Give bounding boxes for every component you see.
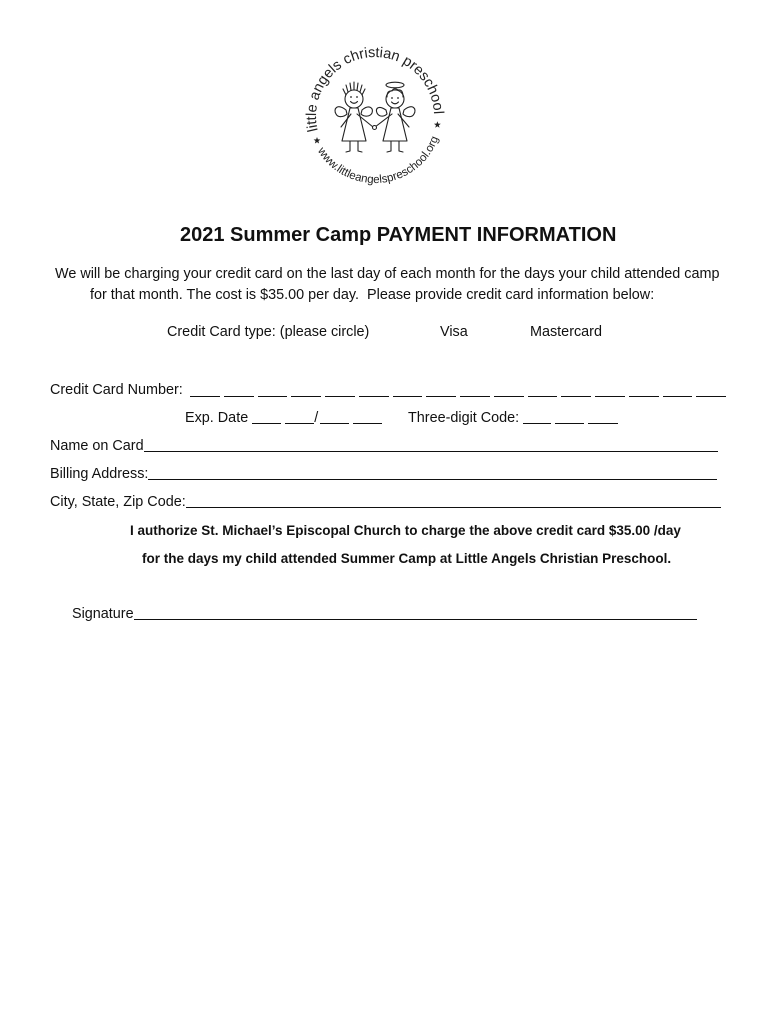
security-code-digit-field[interactable] [588,423,618,424]
star-icon [434,121,441,128]
authorization-line-1: I authorize St. Michael’s Episcopal Church to charge the above credit card $35.00 /day [130,523,681,538]
card-number-digit-field[interactable] [696,396,726,397]
card-number-digit-field[interactable] [528,396,558,397]
security-code-row [408,408,618,428]
card-number-digit-field[interactable] [460,396,490,397]
card-number-digit-field[interactable] [190,396,220,397]
name-on-card-row [50,436,718,456]
card-number-digit-field[interactable] [325,396,355,397]
exp-date-label: Exp. Date [185,410,249,426]
authorization-line-2: for the days my child attended Summer Camp at Little Angels Christian Preschool. [142,551,672,566]
billing-address-field[interactable] [148,479,717,480]
visa-option[interactable]: Visa [440,324,468,340]
card-number-digit-field[interactable] [494,396,524,397]
intro-line-1: We will be charging your credit card on the last day of each month for the days your child attended camp [55,266,720,282]
security-code-digit-field[interactable] [523,423,551,424]
logo-top-text-path: little angels christian preschool [303,44,446,134]
signature-field[interactable] [134,619,697,620]
exp-year-digit-field[interactable] [353,423,382,424]
city-state-zip-field[interactable] [186,507,721,508]
card-number-digit-field[interactable] [629,396,659,397]
star-icon [314,137,321,144]
billing-address-label: Billing Address: [50,466,149,482]
exp-date-row [185,408,382,428]
card-number-digit-field[interactable] [595,396,625,397]
exp-year-digit-field[interactable] [320,423,349,424]
exp-date-separator: / [314,410,319,426]
card-number-fields [190,396,726,397]
signature-row [72,604,697,624]
card-number-digit-field[interactable] [663,396,693,397]
card-number-digit-field[interactable] [258,396,288,397]
logo-top-text [304,45,446,133]
card-number-digit-field[interactable] [291,396,321,397]
card-number-digit-field[interactable] [561,396,591,397]
page-title: 2021 Summer Camp PAYMENT INFORMATION [180,224,617,246]
security-code-label: Three-digit Code: [408,410,520,426]
name-on-card-label: Name on Card [50,438,144,454]
card-type-label: Credit Card type: (please circle) [167,324,370,340]
logo-bottom-text-path: www.littleangelspreschool.org [314,134,442,187]
card-number-digit-field[interactable] [393,396,423,397]
city-state-zip-row [50,492,721,512]
card-number-label: Credit Card Number: [50,382,183,398]
card-number-digit-field[interactable] [426,396,456,397]
card-number-digit-field[interactable] [359,396,389,397]
signature-label: Signature [72,606,134,622]
mastercard-option[interactable]: Mastercard [530,324,602,340]
halo-icon [386,82,404,88]
card-number-digit-field[interactable] [224,396,254,397]
name-on-card-field[interactable] [144,451,718,452]
exp-month-digit-field[interactable] [285,423,314,424]
logo-bottom-text [314,135,441,187]
right-angel-icon [373,82,415,152]
left-angel-icon [335,82,373,152]
exp-month-digit-field[interactable] [252,423,281,424]
intro-line-2: for that month. The cost is $35.00 per day. Please provide credit card information below: [90,287,655,303]
security-code-digit-field[interactable] [555,423,584,424]
billing-address-row [50,464,717,484]
city-state-zip-label: City, State, Zip Code: [50,494,186,510]
school-logo [297,41,453,191]
